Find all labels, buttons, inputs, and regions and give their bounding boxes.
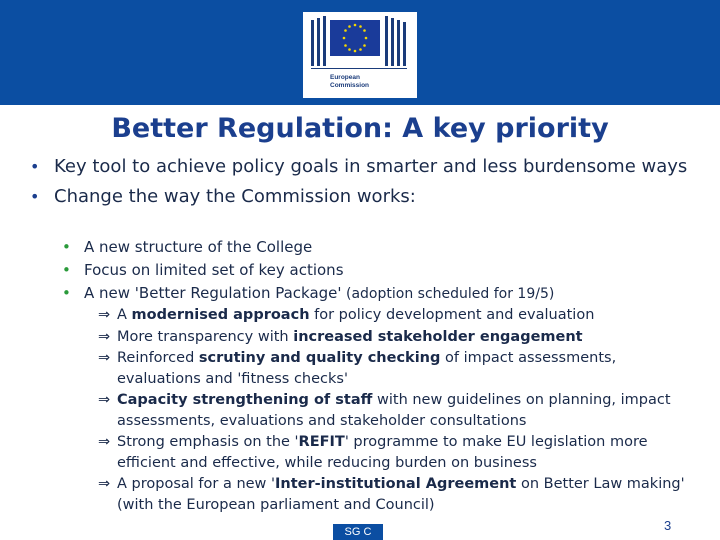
arrow-bullet-emphasis: Capacity strengthening of staff — [117, 392, 373, 408]
logo-text — [330, 74, 369, 89]
arrow-bullet-text: of impact assessments, evaluations and 'fitness checks' — [117, 350, 617, 387]
implies-arrow-icon: ⇒ — [98, 476, 111, 492]
arrow-bullet-emphasis: REFIT — [298, 434, 345, 450]
logo-line-2: Commission — [330, 81, 370, 89]
arrow-bullet-emphasis: modernised approach — [131, 307, 310, 323]
arrow-bullet-text: A proposal for a new ' — [117, 476, 276, 492]
sub-bullet: • Focus on limited set of key actions — [62, 259, 702, 282]
arrow-bullet-text: Reinforced — [117, 350, 199, 366]
package-name: A new 'Better Regulation Package' — [84, 284, 342, 302]
arrow-bullet-emphasis: scrutiny and quality checking — [198, 350, 441, 366]
main-bullet: • Change the way the Commission works: — [30, 186, 690, 208]
arrow-bullet — [98, 327, 698, 348]
arrow-bullet-emphasis: Inter-institutional Agreement — [275, 476, 517, 492]
implies-arrow-icon: ⇒ — [98, 392, 111, 408]
implies-arrow-icon: ⇒ — [98, 328, 111, 345]
arrow-bullet — [98, 432, 698, 473]
arrow-bullet-text: ' programme to make EU legislation more efficient and effective, while reducing burden on business — [117, 434, 648, 471]
main-bullet-list — [30, 156, 690, 216]
main-bullet: • Key tool to achieve policy goals in smarter and less burdensome ways — [30, 156, 690, 178]
footer-badge: SG C — [333, 524, 383, 540]
european-commission-logo — [303, 12, 417, 98]
arrow-bullet-text: More transparency with — [117, 328, 294, 345]
arrow-bullet — [98, 390, 698, 431]
slide-title: Better Regulation: A key priority — [111, 113, 609, 144]
page-number: 3 — [664, 518, 672, 533]
implies-arrow-icon: ⇒ — [98, 350, 111, 366]
arrow-bullet — [98, 348, 698, 389]
sub-bullet-list — [62, 236, 702, 306]
arrow-bullet-list — [98, 305, 698, 516]
adoption-note: (adoption scheduled for 19/5) — [341, 286, 555, 302]
logo-line-1: European — [330, 74, 360, 81]
arrow-bullet-text: A — [117, 307, 132, 323]
arrow-bullet — [98, 474, 698, 515]
sub-bullet: • A new structure of the College — [62, 236, 702, 259]
arrow-bullet — [98, 305, 698, 326]
implies-arrow-icon: ⇒ — [98, 434, 111, 450]
arrow-bullet-emphasis: increased stakeholder engagement — [293, 328, 583, 345]
arrow-bullet-text: on Better Law making' (with the European parliament and Council) — [117, 476, 685, 513]
implies-arrow-icon: ⇒ — [98, 307, 111, 323]
arrow-bullet-text: for policy development and evaluation — [309, 307, 595, 323]
arrow-bullet-text: Strong emphasis on the ' — [117, 434, 299, 450]
arrow-bullet-text: with new guidelines on planning, impact assessments, evaluations and stakeholder consultations — [117, 392, 671, 429]
sub-bullet — [62, 282, 702, 306]
